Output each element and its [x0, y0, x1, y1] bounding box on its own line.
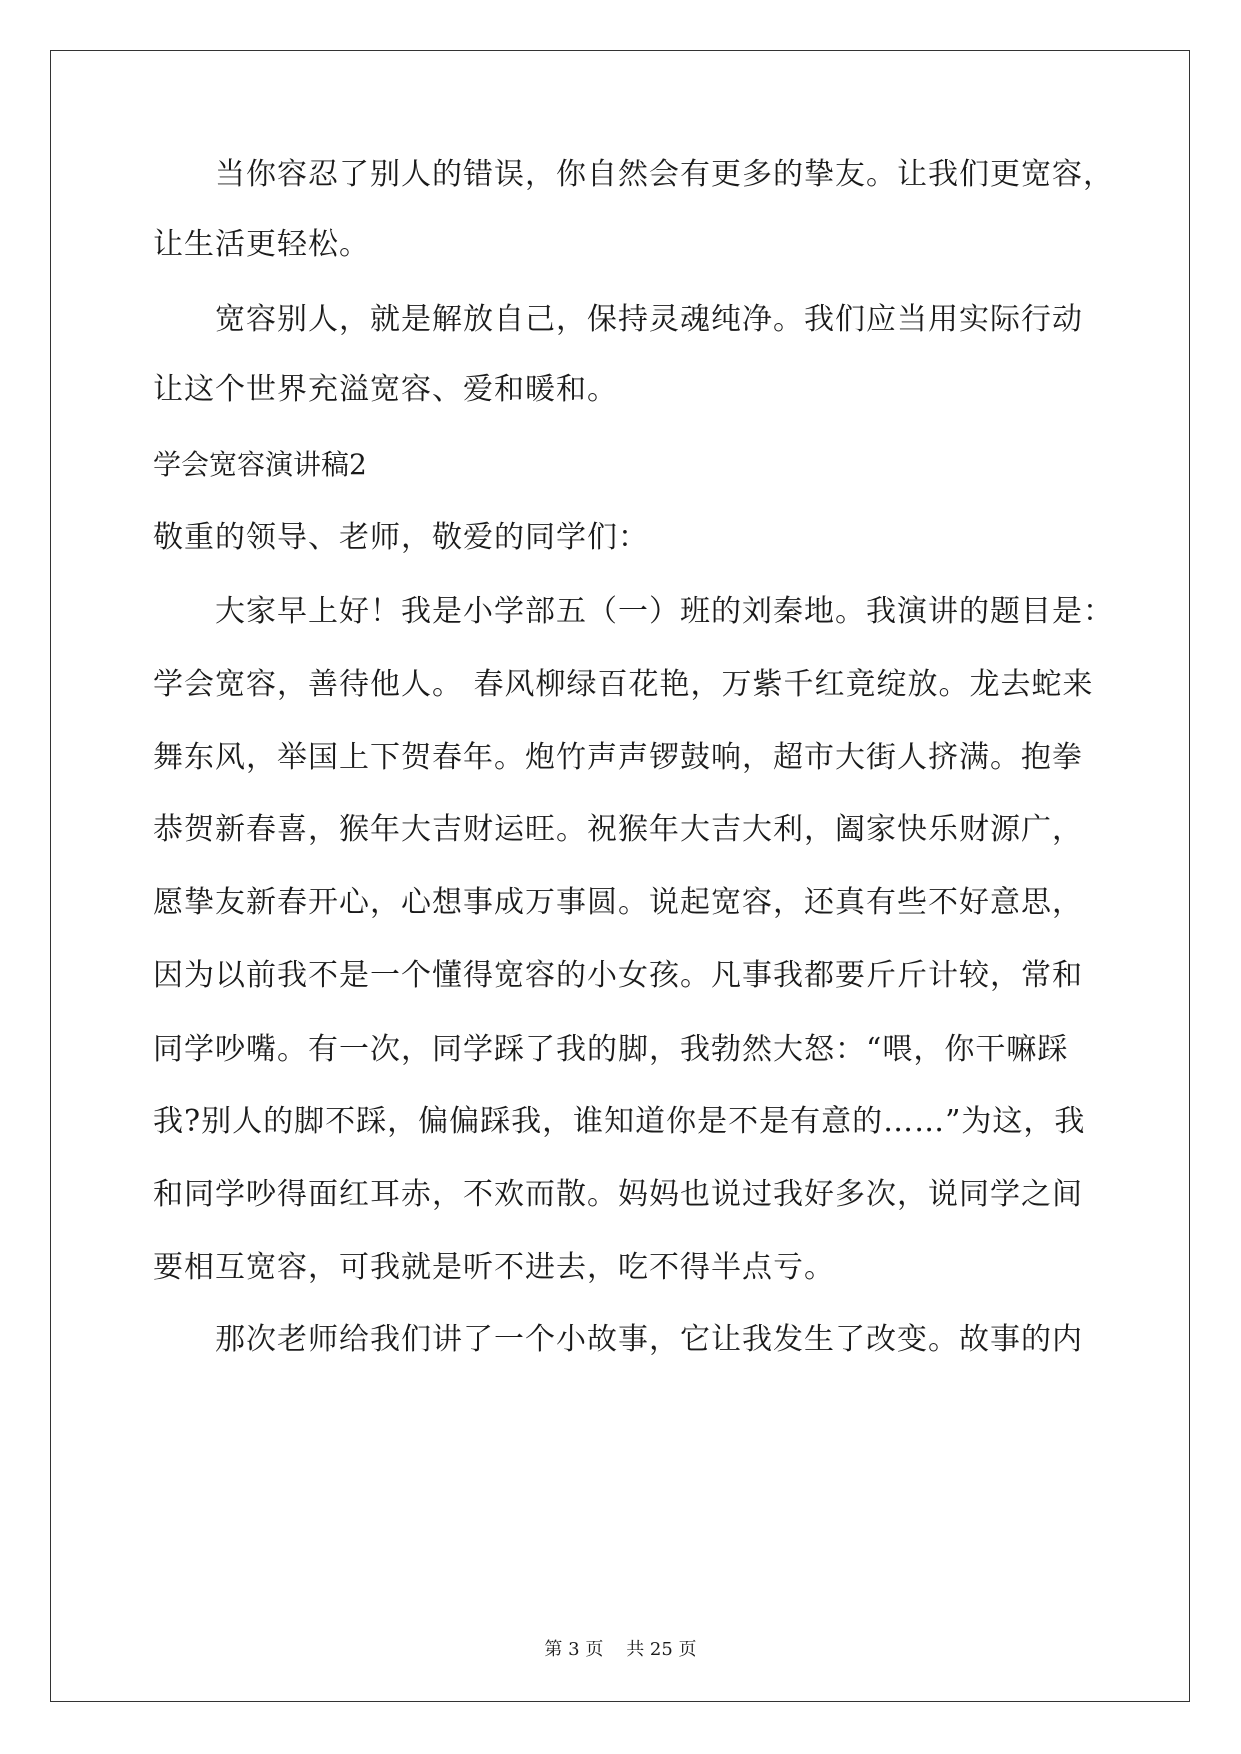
paragraph-line: 因为以前我不是一个懂得宽容的小女孩。凡事我都要斤斤计较，常和	[153, 958, 1083, 993]
paragraph-line: 大家早上好！我是小学部五（一）班的刘秦地。我演讲的题目是：	[215, 594, 1114, 629]
paragraph-line: 学会宽容，善待他人。 春风柳绿百花艳，万紫千红竟绽放。龙去蛇来	[153, 667, 1094, 702]
paragraph-line: 恭贺新春喜，猴年大吉财运旺。祝猴年大吉大利，阖家快乐财源广，	[153, 812, 1083, 847]
paragraph-line: 让这个世界充溢宽容、爱和暖和。	[153, 372, 618, 407]
paragraph-line: 要相互宽容，可我就是听不进去，吃不得半点亏。	[153, 1250, 835, 1285]
section-heading: 学会宽容演讲稿2	[153, 448, 367, 481]
page-footer: 第 3 页 共 25 页	[544, 1639, 697, 1660]
paragraph-line: 舞东风，举国上下贺春年。炮竹声声锣鼓响，超市大街人挤满。抱拳	[153, 740, 1083, 775]
paragraph-line: 和同学吵得面红耳赤，不欢而散。妈妈也说过我好多次，说同学之间	[153, 1177, 1083, 1212]
paragraph-line: 我?别人的脚不踩，偏偏踩我，谁知道你是不是有意的……”为这，我	[153, 1104, 1086, 1139]
paragraph-line: 让生活更轻松。	[153, 227, 370, 262]
paragraph-line: 当你容忍了别人的错误，你自然会有更多的挚友。让我们更宽容，	[215, 157, 1114, 192]
paragraph-line: 同学吵嘴。有一次，同学踩了我的脚，我勃然大怒：“喂，你干嘛踩	[153, 1032, 1069, 1067]
paragraph-line: 那次老师给我们讲了一个小故事，它让我发生了改变。故事的内	[215, 1322, 1083, 1357]
page-border	[50, 50, 1190, 1702]
salutation-line: 敬重的领导、老师，敬爱的同学们：	[153, 520, 649, 555]
paragraph-line: 愿挚友新春开心，心想事成万事圆。说起宽容，还真有些不好意思，	[153, 885, 1083, 920]
paragraph-line: 宽容别人，就是解放自己，保持灵魂纯净。我们应当用实际行动	[215, 302, 1083, 337]
